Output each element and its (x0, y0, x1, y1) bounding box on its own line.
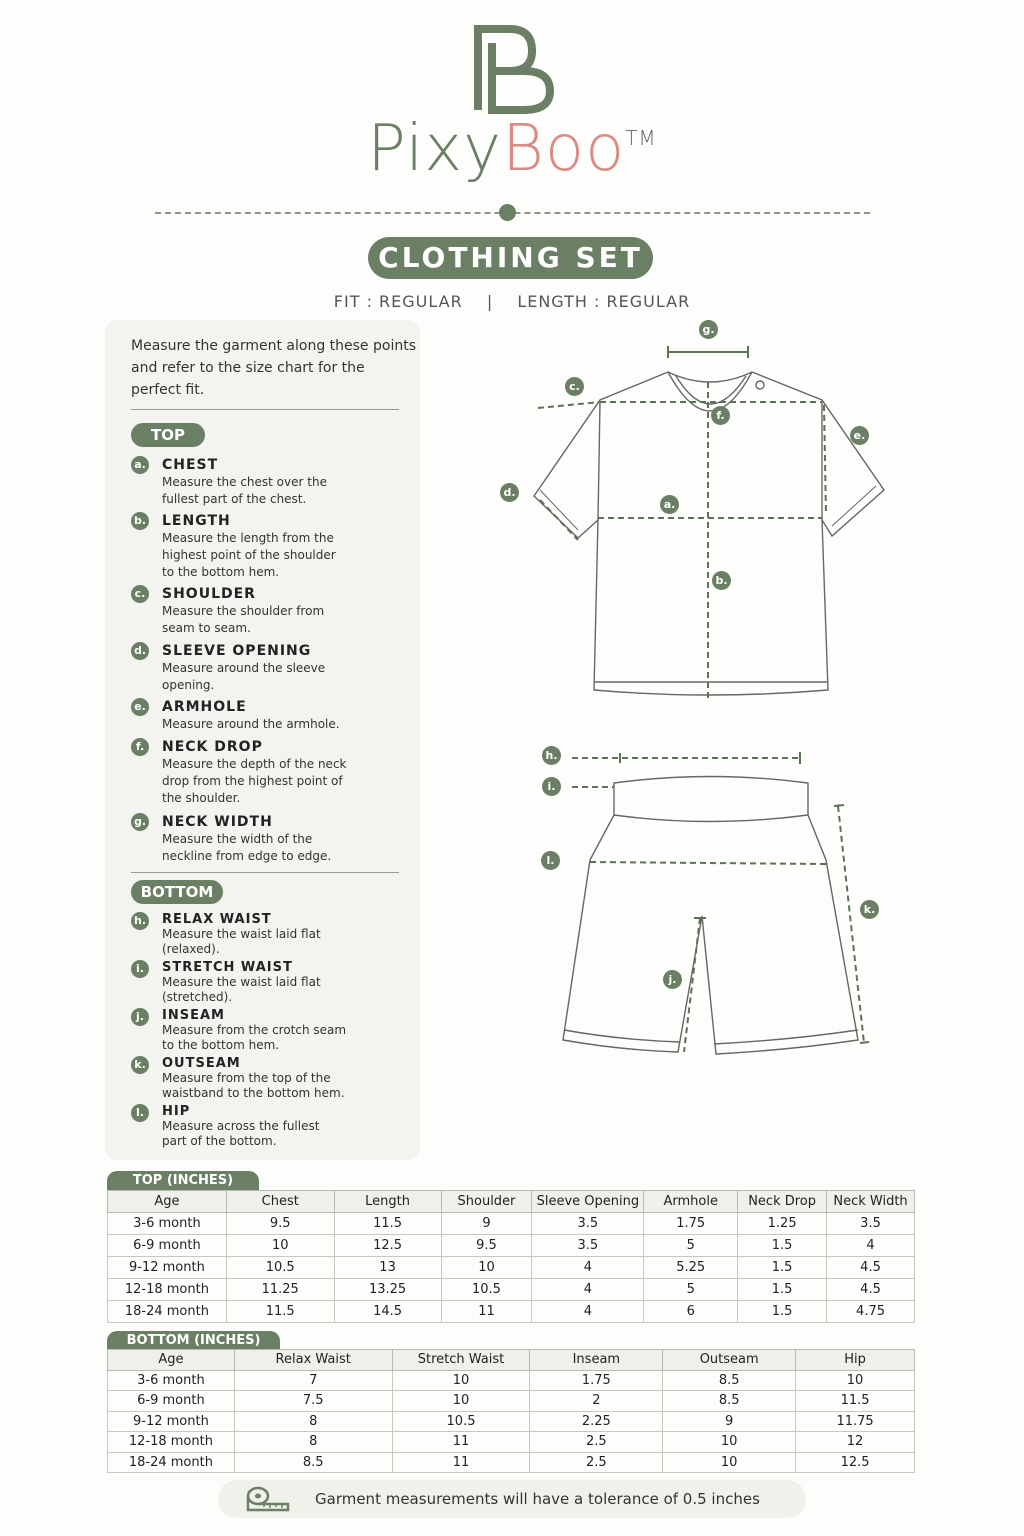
table-row (108, 1411, 915, 1432)
table-cell: 12.5 (796, 1452, 915, 1473)
table-cell: 2 (530, 1391, 663, 1412)
table-cell: 10 (226, 1235, 334, 1257)
table-cell: 10 (392, 1391, 530, 1412)
top-item-desc-1: Measure the length from the highest point of the shoulder to the bottom hem. (162, 531, 336, 579)
bottom-section-label: BOTTOM (131, 880, 223, 904)
length-label: LENGTH : REGULAR (517, 292, 691, 311)
table-cell: 4 (532, 1279, 644, 1301)
top_table-header-4: Sleeve Opening (532, 1191, 644, 1213)
diagram-marker-k: k. (860, 900, 879, 919)
pixyboo-monogram-logo (470, 25, 560, 115)
fit-line (0, 292, 1024, 311)
table-cell: 3.5 (827, 1213, 915, 1235)
bottom-item-desc-0: Measure the waist laid flat (relaxed). (162, 927, 321, 956)
top-item-letter-6: g. (131, 813, 149, 831)
bottom-item-title-4: HIP (162, 1104, 191, 1119)
top_table-header-3: Shoulder (441, 1191, 532, 1213)
diagram-marker-h: h. (542, 746, 561, 765)
table-cell: 11 (441, 1301, 532, 1323)
table-cell: 8.5 (663, 1370, 796, 1391)
table-row (108, 1257, 915, 1279)
bottom-size-table (107, 1349, 915, 1473)
bottom-item-title-0: RELAX WAIST (162, 912, 272, 927)
table-cell: 5.25 (644, 1257, 738, 1279)
table-cell: 10.5 (392, 1411, 530, 1432)
table-cell: 12.5 (334, 1235, 441, 1257)
table-cell: 7.5 (234, 1391, 392, 1412)
top-item-letter-3: d. (131, 642, 149, 660)
table-cell: 12-18 month (108, 1279, 227, 1301)
fit-label: FIT : REGULAR (333, 292, 463, 311)
table-cell: 1.5 (738, 1301, 827, 1323)
top-item-letter-4: e. (131, 698, 149, 716)
table-cell: 10 (796, 1370, 915, 1391)
table-cell: 11 (392, 1452, 530, 1473)
table-row (108, 1432, 915, 1453)
fit-separator: | (486, 292, 494, 311)
table-cell: 9-12 month (108, 1411, 235, 1432)
table-cell: 2.25 (530, 1411, 663, 1432)
top-item-title-4: ARMHOLE (162, 699, 247, 715)
bottom-table-title: BOTTOM (INCHES) (107, 1331, 280, 1350)
page-title: CLOTHING SET (368, 237, 653, 279)
table-cell: 9-12 month (108, 1257, 227, 1279)
garment-diagram (490, 315, 910, 1075)
shorts-outline (614, 777, 808, 822)
tshirt-neckline (668, 372, 752, 411)
trademark: TM (625, 126, 657, 150)
table-cell: 1.75 (644, 1213, 738, 1235)
bottom-item-letter-4: l. (131, 1104, 149, 1122)
top-item-letter-5: f. (131, 738, 149, 756)
table-cell: 3.5 (532, 1213, 644, 1235)
diagram-marker-c: c. (565, 377, 584, 396)
table-row (108, 1279, 915, 1301)
bottom-item-letter-0: h. (131, 912, 149, 930)
top_table-header-6: Neck Drop (738, 1191, 827, 1213)
top-item-title-1: LENGTH (162, 513, 231, 529)
diagram-marker-g: g. (699, 320, 718, 339)
top_table-header-5: Armhole (644, 1191, 738, 1213)
table-cell: 4 (532, 1257, 644, 1279)
table-cell: 9 (441, 1213, 532, 1235)
tolerance-text: Garment measurements will have a tolerance of 0.5 inches (315, 1490, 760, 1508)
top-item-letter-2: c. (131, 585, 149, 603)
table-cell: 2.5 (530, 1432, 663, 1453)
bottom-item-desc-2: Measure from the crotch seam to the bottom hem. (162, 1023, 347, 1052)
table-cell: 3.5 (532, 1235, 644, 1257)
bottom_table-header-4: Outseam (663, 1350, 796, 1371)
table-cell: 1.25 (738, 1213, 827, 1235)
diagram-marker-b: b. (712, 571, 731, 590)
table-row (108, 1391, 915, 1412)
brand-name-part2: Boo (502, 112, 626, 186)
table-row (108, 1370, 915, 1391)
top-item-title-3: SLEEVE OPENING (162, 643, 312, 659)
table-cell: 6 (644, 1301, 738, 1323)
diagram-marker-l: l. (541, 851, 560, 870)
diagram-marker-a: a. (660, 495, 679, 514)
top-table-title: TOP (INCHES) (107, 1171, 259, 1191)
table-cell: 10 (392, 1370, 530, 1391)
table-cell: 5 (644, 1235, 738, 1257)
table-cell: 4.5 (827, 1279, 915, 1301)
table-row (108, 1452, 915, 1473)
table-row (108, 1213, 915, 1235)
bottom_table-header-5: Hip (796, 1350, 915, 1371)
table-cell: 13 (334, 1257, 441, 1279)
table-cell: 6-9 month (108, 1235, 227, 1257)
bottom-item-title-1: STRETCH WAIST (162, 960, 293, 975)
table-cell: 12 (796, 1432, 915, 1453)
table-cell: 10.5 (226, 1257, 334, 1279)
top-item-desc-0: Measure the chest over the fullest part of the chest. (162, 475, 327, 506)
table-cell: 11.5 (796, 1391, 915, 1412)
diagram-marker-j: j. (663, 970, 682, 989)
table-cell: 1.75 (530, 1370, 663, 1391)
diagram-marker-f: f. (711, 406, 730, 425)
table-row (108, 1301, 915, 1323)
intro-text: Measure the garment along these points and refer to the size chart for the perfect fit. (131, 338, 416, 398)
bottom-item-letter-2: j. (131, 1008, 149, 1026)
table-cell: 10.5 (441, 1279, 532, 1301)
table-row (108, 1235, 915, 1257)
table-cell: 11.5 (334, 1213, 441, 1235)
top-size-table (107, 1190, 915, 1323)
table-cell: 11.25 (226, 1279, 334, 1301)
top-item-letter-0: a. (131, 456, 149, 474)
table-cell: 3-6 month (108, 1370, 235, 1391)
tolerance-note (218, 1480, 806, 1518)
table-cell: 9 (663, 1411, 796, 1432)
panel-divider-2 (131, 872, 399, 873)
table-cell: 14.5 (334, 1301, 441, 1323)
divider-dot (499, 204, 516, 221)
table-cell: 10 (663, 1452, 796, 1473)
bottom-item-desc-3: Measure from the top of the waistband to the bottom hem. (162, 1071, 345, 1100)
top-item-title-2: SHOULDER (162, 586, 256, 602)
top-item-desc-2: Measure the shoulder from seam to seam. (162, 604, 325, 635)
top-item-letter-1: b. (131, 512, 149, 530)
table-cell: 8 (234, 1432, 392, 1453)
table-cell: 7 (234, 1370, 392, 1391)
bottom-item-title-2: INSEAM (162, 1008, 225, 1023)
bottom-item-desc-4: Measure across the fullest part of the bottom. (162, 1119, 320, 1148)
table-cell: 2.5 (530, 1452, 663, 1473)
table-cell: 12-18 month (108, 1432, 235, 1453)
top-item-desc-4: Measure around the armhole. (162, 717, 340, 731)
top-item-title-5: NECK DROP (162, 739, 263, 755)
table-cell: 4.75 (827, 1301, 915, 1323)
table-cell: 8.5 (234, 1452, 392, 1473)
bottom-item-title-3: OUTSEAM (162, 1056, 241, 1071)
bottom_table-header-0: Age (108, 1350, 235, 1371)
table-cell: 8.5 (663, 1391, 796, 1412)
table-cell: 1.5 (738, 1279, 827, 1301)
table-cell: 1.5 (738, 1235, 827, 1257)
table-cell: 5 (644, 1279, 738, 1301)
top_table-header-7: Neck Width (827, 1191, 915, 1213)
table-cell: 4.5 (827, 1257, 915, 1279)
top-item-title-6: NECK WIDTH (162, 814, 273, 830)
top_table-header-0: Age (108, 1191, 227, 1213)
brand-name-part1: Pixy (367, 112, 502, 186)
table-cell: 9.5 (226, 1213, 334, 1235)
top_table-header-1: Chest (226, 1191, 334, 1213)
table-cell: 11 (392, 1432, 530, 1453)
bottom-item-letter-1: i. (131, 960, 149, 978)
measuring-tape-icon (246, 1486, 290, 1512)
panel-divider-1 (131, 409, 399, 410)
top-section-label: TOP (131, 423, 205, 447)
table-cell: 18-24 month (108, 1452, 235, 1473)
table-cell: 11.75 (796, 1411, 915, 1432)
table-cell: 10 (441, 1257, 532, 1279)
table-cell: 13.25 (334, 1279, 441, 1301)
table-cell: 6-9 month (108, 1391, 235, 1412)
table-cell: 9.5 (441, 1235, 532, 1257)
bottom_table-header-2: Stretch Waist (392, 1350, 530, 1371)
table-cell: 11.5 (226, 1301, 334, 1323)
bottom-item-desc-1: Measure the waist laid flat (stretched). (162, 975, 321, 1004)
diagram-marker-i: i. (542, 777, 561, 796)
bottom-item-letter-3: k. (131, 1056, 149, 1074)
diagram-marker-d: d. (500, 483, 519, 502)
table-cell: 1.5 (738, 1257, 827, 1279)
top-item-desc-5: Measure the depth of the neck drop from the highest point of the shoulder. (162, 757, 347, 805)
bottom_table-header-1: Relax Waist (234, 1350, 392, 1371)
table-cell: 18-24 month (108, 1301, 227, 1323)
table-cell: 4 (827, 1235, 915, 1257)
top-item-desc-3: Measure around the sleeve opening. (162, 661, 326, 692)
bottom_table-header-3: Inseam (530, 1350, 663, 1371)
table-cell: 10 (663, 1432, 796, 1453)
table-cell: 4 (532, 1301, 644, 1323)
top-item-title-0: CHEST (162, 457, 219, 473)
table-cell: 3-6 month (108, 1213, 227, 1235)
top_table-header-2: Length (334, 1191, 441, 1213)
table-cell: 8 (234, 1411, 392, 1432)
diagram-marker-e: e. (850, 426, 869, 445)
top-item-desc-6: Measure the width of the neckline from edge to edge. (162, 832, 332, 863)
brand-name (0, 112, 1024, 186)
